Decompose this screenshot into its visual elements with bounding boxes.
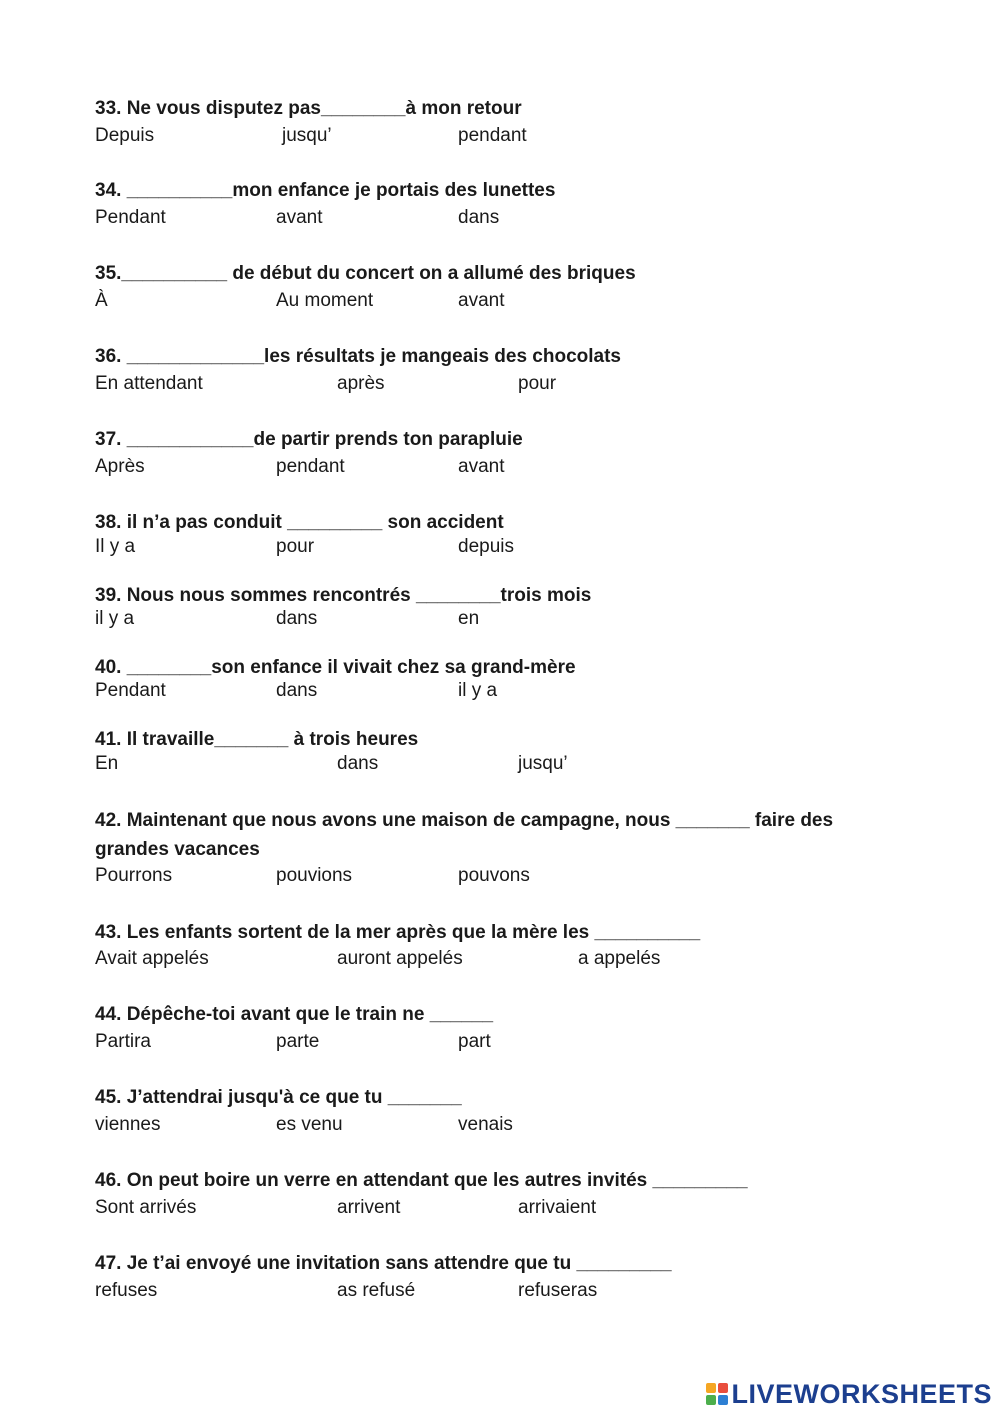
option-36-c[interactable]: pour [518, 373, 557, 394]
question-36: 36. _____________les résultats je mangeais des chocolats [95, 346, 621, 367]
option-39-b[interactable]: dans [276, 608, 318, 629]
logo-brand-text: LIVEWORKSHEETS [731, 1378, 992, 1409]
logo-tile-e [718, 1395, 728, 1405]
option-42-b[interactable]: pouvions [276, 865, 353, 886]
option-46-c[interactable]: arrivaient [518, 1197, 597, 1218]
option-40-a[interactable]: Pendant [95, 680, 166, 701]
option-44-a[interactable]: Partira [95, 1031, 151, 1052]
logo-tile-v [706, 1395, 716, 1405]
option-39-c[interactable]: en [458, 608, 480, 629]
option-40-c[interactable]: il y a [458, 680, 498, 701]
option-43-b[interactable]: auront appelés [337, 948, 463, 969]
option-38-c[interactable]: depuis [458, 536, 514, 557]
option-41-b[interactable]: dans [337, 753, 379, 774]
option-42-a[interactable]: Pourrons [95, 865, 173, 886]
option-47-c[interactable]: refuseras [518, 1280, 598, 1301]
option-47-a[interactable]: refuses [95, 1280, 158, 1301]
option-46-b[interactable]: arrivent [337, 1197, 401, 1218]
option-36-b[interactable]: après [337, 373, 385, 394]
option-39-a[interactable]: il y a [95, 608, 135, 629]
option-38-a[interactable]: Il y a [95, 536, 136, 557]
option-36-a[interactable]: En attendant [95, 373, 203, 394]
option-35-c[interactable]: avant [458, 290, 505, 311]
question-42: 42. Maintenant que nous avons une maison de campagne, nous _______ faire des grandes vacances [95, 810, 834, 860]
liveworksheets-logo [706, 1379, 992, 1409]
option-46-a[interactable]: Sont arrivés [95, 1197, 197, 1218]
option-41-a[interactable]: En [95, 753, 119, 774]
option-33-c[interactable]: pendant [458, 125, 527, 146]
option-35-a[interactable]: À [95, 290, 108, 311]
option-37-b[interactable]: pendant [276, 456, 345, 477]
question-33: 33. Ne vous disputez pas________à mon retour [95, 98, 522, 119]
question-40: 40. ________son enfance il vivait chez sa grand-mère [95, 657, 576, 678]
question-38: 38. il n’a pas conduit _________ son accident [95, 512, 504, 533]
logo-tile-i [718, 1383, 728, 1393]
option-37-c[interactable]: avant [458, 456, 505, 477]
option-40-b[interactable]: dans [276, 680, 318, 701]
option-34-c[interactable]: dans [458, 207, 500, 228]
option-45-b[interactable]: es venu [276, 1114, 343, 1135]
option-43-a[interactable]: Avait appelés [95, 948, 209, 969]
logo-tile-l [706, 1383, 716, 1393]
question-44: 44. Dépêche-toi avant que le train ne ______ [95, 1004, 494, 1025]
option-45-a[interactable]: viennes [95, 1114, 161, 1135]
question-43: 43. Les enfants sortent de la mer après que la mère les __________ [95, 922, 701, 943]
option-37-a[interactable]: Après [95, 456, 145, 477]
question-35: 35.__________ de début du concert on a allumé des briques [95, 263, 636, 284]
option-43-c[interactable]: a appelés [578, 948, 661, 969]
question-39: 39. Nous nous sommes rencontrés ________trois mois [95, 585, 592, 606]
option-47-b[interactable]: as refusé [337, 1280, 416, 1301]
question-47: 47. Je t’ai envoyé une invitation sans attendre que tu _________ [95, 1253, 672, 1274]
question-34: 34. __________mon enfance je portais des lunettes [95, 180, 556, 201]
question-46: 46. On peut boire un verre en attendant que les autres invités _________ [95, 1170, 748, 1191]
question-37: 37. ____________de partir prends ton parapluie [95, 429, 523, 450]
question-41: 41. Il travaille_______ à trois heures [95, 729, 419, 750]
option-42-c[interactable]: pouvons [458, 865, 530, 886]
option-33-a[interactable]: Depuis [95, 125, 155, 146]
question-45: 45. J’attendrai jusqu'à ce que tu _______ [95, 1087, 462, 1108]
option-41-c[interactable]: jusqu’ [518, 753, 568, 774]
option-33-b[interactable]: jusqu’ [282, 125, 332, 146]
option-38-b[interactable]: pour [276, 536, 315, 557]
option-44-b[interactable]: parte [276, 1031, 320, 1052]
option-34-a[interactable]: Pendant [95, 207, 166, 228]
option-34-b[interactable]: avant [276, 207, 323, 228]
option-45-c[interactable]: venais [458, 1114, 513, 1135]
option-44-c[interactable]: part [458, 1031, 491, 1052]
option-35-b[interactable]: Au moment [276, 290, 374, 311]
logo-tiles-icon [706, 1383, 728, 1405]
